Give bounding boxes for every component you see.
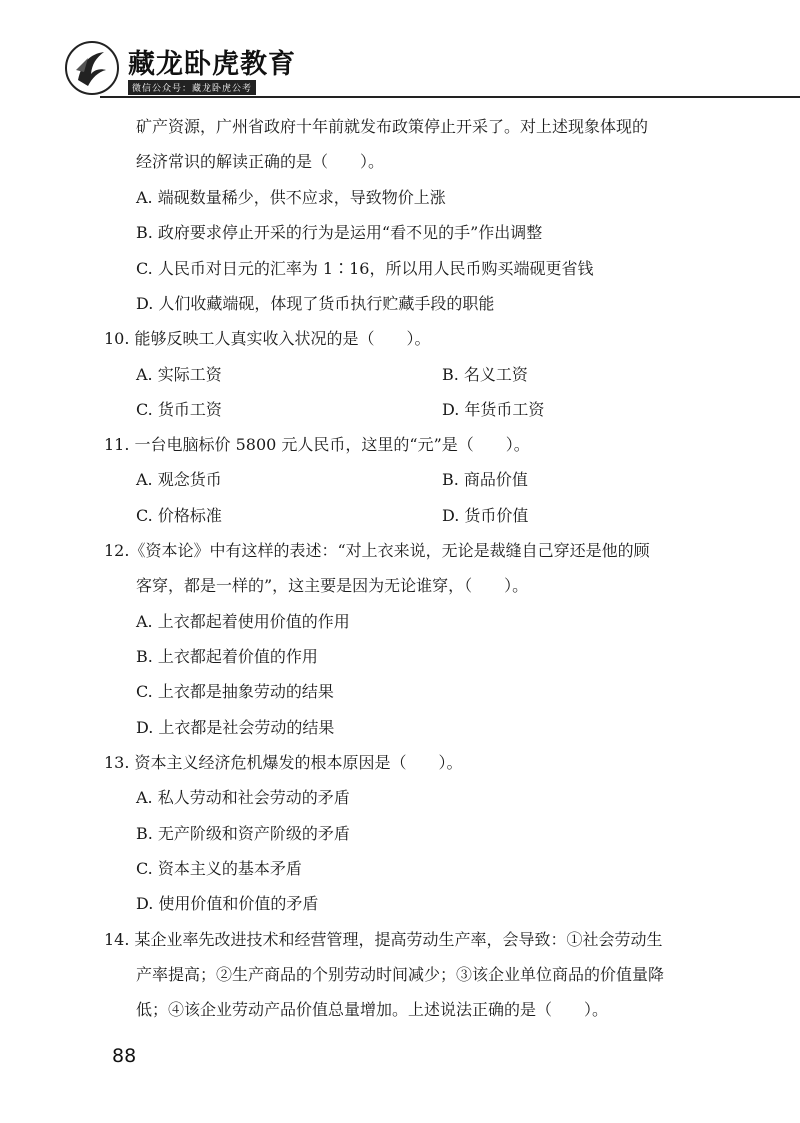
q10-stem: 10. 能够反映工人真实收入状况的是（ ）。 — [104, 329, 431, 348]
q13-option-b: B. 无产阶级和资产阶级的矛盾 — [136, 824, 350, 843]
q12-stem-line-2: 客穿，都是一样的”，这主要是因为无论谁穿，（ ）。 — [136, 576, 529, 595]
q14-stem-line-3: 低；④该企业劳动产品价值总量增加。上述说法正确的是（ ）。 — [136, 1000, 609, 1019]
brand-name: 藏龙卧虎教育 — [128, 49, 296, 80]
q9-option-c: C. 人民币对日元的汇率为 1∶16，所以用人民币购买端砚更省钱 — [136, 259, 594, 278]
q11-option-a: A. 观念货币 — [136, 470, 222, 489]
q9-option-a: A. 端砚数量稀少，供不应求，导致物价上涨 — [136, 188, 446, 207]
page-header — [0, 0, 800, 100]
q11-stem: 11. 一台电脑标价 5800 元人民币，这里的“元”是（ ）。 — [104, 435, 530, 454]
q11-option-c: C. 价格标准 — [136, 506, 222, 525]
q11-option-b: B. 商品价值 — [442, 470, 528, 489]
q9-continuation-line-1: 矿产资源，广州省政府十年前就发布政策停止开采了。对上述现象体现的 — [136, 117, 649, 136]
q13-option-c: C. 资本主义的基本矛盾 — [136, 859, 302, 878]
q13-option-d: D. 使用价值和价值的矛盾 — [136, 894, 319, 913]
q12-option-d: D. 上衣都是社会劳动的结果 — [136, 718, 335, 737]
header-divider — [100, 96, 800, 98]
q11-option-d: D. 货币价值 — [442, 506, 529, 525]
q10-option-a: A. 实际工资 — [136, 365, 222, 384]
q12-option-c: C. 上衣都是抽象劳动的结果 — [136, 682, 334, 701]
q10-option-d: D. 年货币工资 — [442, 400, 545, 419]
q12-stem-line-1: 12.《资本论》中有这样的表述：“对上衣来说，无论是裁缝自己穿还是他的顾 — [104, 541, 650, 560]
q9-option-b: B. 政府要求停止开采的行为是运用“看不见的手”作出调整 — [136, 223, 543, 242]
q14-stem-line-1: 14. 某企业率先改进技术和经营管理，提高劳动生产率，会导致：①社会劳动生 — [104, 930, 663, 949]
brand-subtitle: 微信公众号：藏龙卧虎公考 — [128, 80, 256, 95]
q9-continuation-line-2: 经济常识的解读正确的是（ ）。 — [136, 152, 385, 171]
q10-option-b: B. 名义工资 — [442, 365, 528, 384]
q10-option-c: C. 货币工资 — [136, 400, 222, 419]
q14-stem-line-2: 产率提高；②生产商品的个别劳动时间减少；③该企业单位商品的价值量降 — [136, 965, 665, 984]
q12-option-a: A. 上衣都起着使用价值的作用 — [136, 612, 350, 631]
page-number: 88 — [112, 1045, 137, 1067]
q13-stem: 13. 资本主义经济危机爆发的根本原因是（ ）。 — [104, 753, 463, 772]
q12-option-b: B. 上衣都起着价值的作用 — [136, 647, 318, 666]
q9-option-d: D. 人们收藏端砚，体现了货币执行贮藏手段的职能 — [136, 294, 495, 313]
q13-option-a: A. 私人劳动和社会劳动的矛盾 — [136, 788, 350, 807]
brand-logo — [64, 40, 120, 96]
